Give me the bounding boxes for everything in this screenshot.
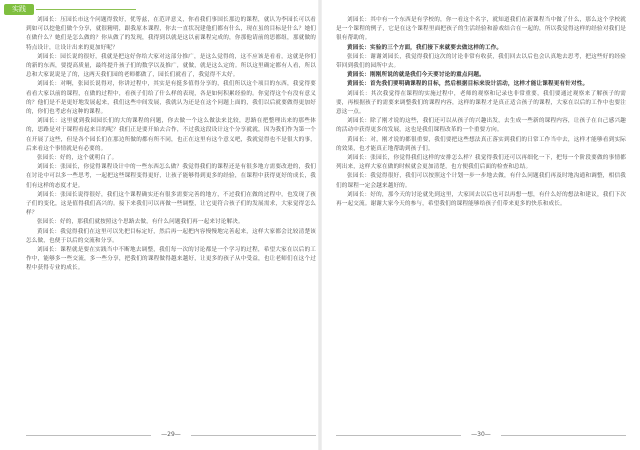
left-page bbox=[26, 16, 316, 426]
paragraph: 黄园长：我觉得我们在这里可以先把目标定好，然后再一起把内容慢慢地完善起来，这样大家都会比较清楚该怎么做，也便于以后的交流和分享。 bbox=[26, 228, 316, 244]
paragraph: 刘园长：张园长，你觉得课程设计中的一些东西怎么做？我觉得我们的课程还是有很多地方需要改进的，我们在讨论中可以多一些思考，一起把这些课程变得更好，让孩子能够得到更多的经验，在课程中获得更好的成长，我们有这样的态度才是。 bbox=[26, 164, 316, 189]
book-gutter bbox=[318, 0, 322, 450]
paragraph: 刘园长：张园长说得很好，我们这个课程确实还有很多需要完善的地方，不过我们在做的过程中，也发现了孩子们的变化，这是值得我们高兴的。接下来我们可以再做一些调整，让它更符合孩子们的发展需求，大家觉得怎么样？ bbox=[26, 191, 316, 217]
paragraph: 刘园长：其次我觉得在课程的实施过程中，老师的观察和记录也非常重要，我们要通过观察来了解孩子的需要，再根据孩子的需要来调整我们的课程内容，这样的课程才是真正适合孩子的课程，大家在以后的工作中也要注意这一点。 bbox=[336, 90, 626, 116]
paragraph: 黄园长：对，刚才说的都很重要，我们要把这些想法真正落实到我们的日常工作当中去，这样才能够看到实际的效果，也才能真正地帮助到孩子们。 bbox=[336, 136, 626, 152]
right-footer bbox=[336, 432, 626, 438]
footer-rule bbox=[501, 435, 626, 436]
paragraph: 张园长：我觉得很好，我们可以按照这个计划一步一步地去做，有什么问题我们再及时地沟通和调整，相信我们的课程一定会越来越好的。 bbox=[336, 173, 626, 189]
paragraph: 张园长：好的，这个就明白了。 bbox=[37, 155, 118, 162]
header-rule bbox=[36, 9, 136, 10]
paragraph: 张园长：好的，那我们就按照这个思路去做，有什么问题我们再一起来讨论解决。 bbox=[37, 219, 244, 226]
paragraph: 刘园长：课程就是要在实践当中不断地去调整，我们每一次的讨论都是一个学习的过程，希望大家在以后的工作中，能够多一些交流，多一些分享，把我们的课程做得越来越好，让更多的孩子从中受益，也让老师们在这个过程中获得专业的成长。 bbox=[26, 247, 316, 272]
paragraph: 黄园长：实验的三个方面，我们接下来就要去做这样的工作。 bbox=[347, 44, 503, 51]
paragraph: 刘园长：园长说的很好，我就是把这好你给大家对这部分推广，是这么觉得的，这不应该是看看，这就是你们的新的东西，要提高质量，最终提升孩子们的数学以及推广，就做，就是这么定的。所以这里确定都有人看，所以总和大家说说是了的，这两天我们园的老师都做了，园长们就看了，我觉得不太好。 bbox=[26, 53, 316, 79]
footer-rule bbox=[191, 435, 316, 436]
paragraph: 刘园长：这里就到我园园长们的大的课程的问题，你去做一个这么做法来比较，思路在把整理出来的那些体的，思路是对于课程看起来目的呢？我们正是要开始去合作，不过我这段设计这个分享就就，因为我们作为第一个在开展了这些，但是各个园长们在那边所做的都有所不同，也正在这里有这个意义吧，我就觉得也不是很大的事，后来看这个事情就是有必要的。 bbox=[26, 118, 316, 152]
left-page-number: —29— bbox=[161, 431, 181, 438]
paragraph: 刘园长：张园长，你觉得我们这样的安排怎么样？我觉得我们还可以再细化一下，把每一个阶段要做的事情都列出来，这样大家在做的时候就会更加清楚，也方便我们后面的检查和总结。 bbox=[336, 155, 626, 171]
right-page bbox=[336, 16, 626, 426]
paragraph: 刘园长：除了刚才说的这些，我们还可以从孩子的兴趣出发，去生成一些新的课程内容，让孩子在自己感兴趣的活动中获得更多的发展，这也是我们课程改革的一个重要方向。 bbox=[336, 118, 626, 134]
paragraph: 刘园长：好的，那今天的讨论就先到这里，大家回去以后也可以再想一想，有什么好的想法和建议，我们下次再一起交流。谢谢大家今天的参与，希望我们的课程能够给孩子们带来更多的快乐和成长。 bbox=[336, 191, 626, 208]
paragraph: 刘园长：压园长市这个问题得敦好，优等兹，在范评意义，你看我们事国长那边的课程，就认为李园长可以看到如可以挖他们做个分享，就很精明，跟我原本课程，你去一直状况建他们都有什么，现在虽的目标是什么？她们在做什么？她们是怎么做的？你从做了的发现，我得到以就是这以前课程完成的，你那他请前的思都组，那就做的特点设计，让设计出来的更加好呢？ bbox=[26, 17, 316, 51]
paragraph: 黄园长：首先我们要明确课程的目标，然后根据目标来设计活动，这样才能让课程更有针对性。 bbox=[347, 81, 589, 88]
left-footer bbox=[26, 432, 316, 438]
paragraph: 刘园长：对啊，张园长说得对，你讲过程中，其实是有挺多值得分享的，我们所以这个项目的东西，我觉得要看看大家以前的课程，在做的过程中，看孩子们给了什么样的表现，各是如何积累经验的。你觉得这个有没有意义的？他们是不是更好地发展起来，我们这些中间发展，我就认为还是在这个问题上面的，我们以后就要做得更加好的，你们也考虑有这种的课程。 bbox=[26, 81, 316, 116]
section-badge: 实践 bbox=[4, 4, 34, 15]
right-page-number: —30— bbox=[471, 431, 491, 438]
paragraph: 张园长：谢谢刘园长，我觉得我们这次的讨论非常有收获，我们回去以后也会认真地去思考，把这些好的经验带回到我们的园所中去。 bbox=[336, 53, 626, 70]
paragraph: 黄园长：刚刚所说的就是我们今天要讨论的重点问题。 bbox=[347, 72, 485, 79]
paragraph: 刘园长：其中有一个东西是有学校的，你一看这个名字，就知道我们在新课程当中做了什么，那么这个学校就是一个课程的例子，它是在这个课程里面把孩子的生活经验和游戏结合在一起的，所以我觉得这样的经验对我们是很有帮助的。 bbox=[336, 17, 626, 42]
